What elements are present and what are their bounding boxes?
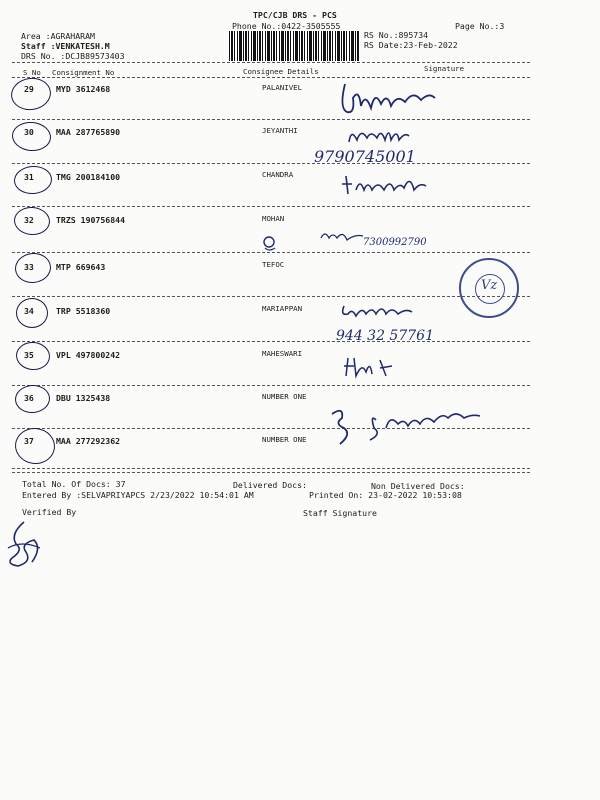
divider: [12, 296, 530, 297]
phone-number: Phone No.:0422-3505555: [232, 21, 341, 31]
col-consignee-details: Consignee Details: [243, 67, 319, 76]
ink-circle: [11, 120, 52, 152]
row-s-no: 32: [24, 215, 34, 225]
row-consignment: TRZS 190756844: [56, 215, 126, 225]
divider: [12, 119, 530, 120]
staff-signature-label: Staff Signature: [303, 508, 377, 518]
signature-scribble: [338, 298, 428, 322]
entered-by: Entered By :SELVAPRIYAPCS 2/23/2022 10:54:01 AM: [22, 490, 254, 500]
col-s-no: S No: [23, 68, 41, 77]
handwritten-phone: 944 32 57761: [336, 328, 434, 344]
ink-circle: [13, 206, 51, 236]
row-consignment: MAA 277292362: [56, 436, 121, 446]
row-consignment: MAA 287765890: [56, 127, 121, 137]
ink-circle: [14, 251, 53, 285]
signature-scribble: [338, 170, 438, 198]
staff-label: Staff :VENKATESH.M: [21, 41, 110, 51]
divider: [12, 472, 530, 473]
drs-number: DRS No. :DCJB89573403: [21, 51, 125, 61]
page-number: Page No.:3: [455, 21, 505, 31]
row-s-no: 30: [24, 127, 34, 137]
col-consignment-no: Consignment No: [52, 68, 115, 77]
divider: [12, 206, 530, 207]
row-consignee: CHANDRA: [262, 170, 294, 179]
row-s-no: 34: [24, 306, 34, 316]
row-consignee: JEYANTHI: [262, 126, 298, 135]
row-s-no: 36: [24, 393, 34, 403]
row-s-no: 29: [24, 84, 34, 94]
signature-scribble: [255, 228, 375, 254]
ink-circle: [15, 341, 51, 372]
divider: [12, 62, 530, 63]
row-s-no: 33: [24, 262, 34, 272]
divider: [12, 77, 530, 78]
rs-date: RS Date:23-Feb-2022: [364, 40, 458, 50]
row-consignee: MOHAN: [262, 214, 285, 223]
row-consignee: NUMBER ONE: [262, 435, 307, 444]
total-docs: Total No. Of Docs: 37: [22, 479, 126, 489]
col-signature: Signature: [424, 64, 465, 73]
delivered-docs: Delivered Docs:: [233, 480, 307, 490]
row-s-no: 35: [24, 350, 34, 360]
row-consignment: VPL 497800242: [56, 350, 121, 360]
divider: [12, 468, 530, 469]
row-consignee: PALANIVEL: [262, 83, 303, 92]
row-consignment: MYD 3612468: [56, 84, 111, 94]
company-stamp: Vz: [459, 258, 519, 318]
signature-scribble: [326, 404, 506, 448]
barcode: [229, 31, 360, 61]
row-s-no: 37: [24, 436, 34, 446]
ink-circle: [13, 165, 53, 196]
rs-number: RS No.:895734: [364, 30, 429, 40]
signature-scribble: [335, 78, 445, 118]
row-consignee: MAHESWARI: [262, 349, 303, 358]
row-consignee: MARIAPPAN: [262, 304, 303, 313]
ink-circle: [9, 75, 53, 112]
signature-scribble: [345, 124, 415, 146]
ink-circle: [16, 298, 48, 328]
row-consignment: TMG 200184100: [56, 172, 121, 182]
non-delivered-docs: Non Delivered Docs:: [371, 481, 465, 491]
row-s-no: 31: [24, 172, 34, 182]
ink-circle: [14, 384, 51, 414]
document-title: TPC/CJB DRS - PCS: [253, 10, 337, 20]
area-label: Area :AGRAHARAM: [21, 31, 95, 41]
row-consignment: MTP 669643: [56, 262, 106, 272]
divider: [12, 341, 530, 342]
handwritten-phone: 7300992790: [363, 237, 427, 248]
divider: [12, 385, 530, 386]
verified-by-label: Verified By: [22, 507, 77, 517]
signature-scribble: [340, 352, 400, 380]
divider: [12, 163, 530, 164]
signature-scribble: [2, 518, 46, 570]
row-consignee: NUMBER ONE: [262, 392, 307, 401]
row-consignee: TEFOC: [262, 260, 285, 269]
row-consignment: DBU 1325438: [56, 393, 111, 403]
row-consignment: TRP 5518360: [56, 306, 111, 316]
handwritten-phone: 9790745001: [314, 147, 416, 166]
ink-circle: [13, 426, 57, 466]
printed-on: Printed On: 23-02-2022 10:53:08: [309, 490, 462, 500]
